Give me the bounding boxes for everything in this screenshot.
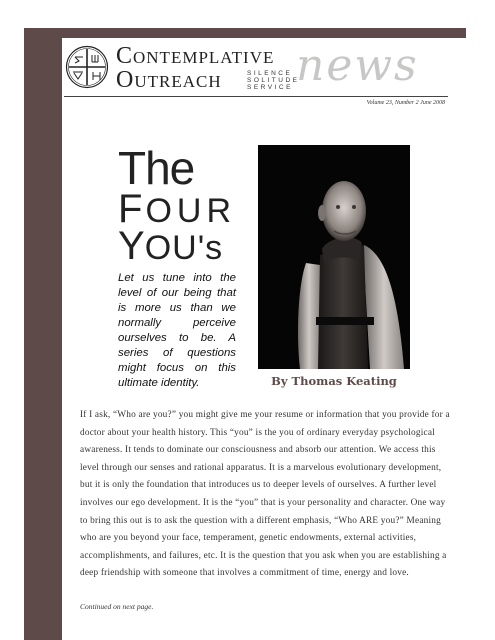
portrait-photo	[258, 145, 410, 369]
tagline-word: SERVICE	[247, 84, 293, 91]
continued-note: Continued on next page.	[80, 602, 154, 611]
page-margin	[0, 0, 24, 640]
title-yous-rest: OU's	[144, 229, 224, 267]
cross-seal-icon	[65, 45, 109, 89]
tagline-word: SILENCE	[247, 70, 293, 77]
frame-side-band	[24, 38, 62, 640]
brand-line2: Outreach	[116, 67, 222, 93]
article-intro: Let us tune into the level of our being that is more us than we normally perceive ourselves to be. A series of questions might focus on this ultimate identity.	[118, 272, 236, 389]
frame-top-band	[24, 28, 466, 38]
brand-line1: Contemplative	[116, 43, 275, 69]
tagline	[247, 70, 300, 91]
author-byline: By Thomas Keating	[271, 374, 397, 388]
title-word-the: The	[118, 142, 195, 194]
masthead-rule	[64, 96, 448, 97]
title-four-rest: OUR	[145, 192, 236, 230]
article-title	[118, 142, 236, 268]
article-body	[80, 407, 452, 583]
news-watermark: news	[296, 40, 419, 91]
body-paragraph: If I ask, “Who are you?” you might give me your resume or information that you provide for a doctor about your health history. This “you” is the you of ordinary everyday psychological awareness. It tends to dominate our consciousness and absorb our attention. We access this level through our senses and rational apparatus. It is a marvelous evolutionary development, but it is only the foundation that introduces us to deeper levels of ourselves. A further level involves our ego development. It is the “you” that is your personality and character. One way to bring this out is to ask the question with a different emphasis, “Who ARE you?” Meaning who are you beyond your face, temperament, genetic endowments, external activities, accomplishments, and failures, etc. It is the question that you ask when you are establishing a deep friendship with someone that involves a commitment of time, energy and love.	[80, 410, 450, 579]
title-yous-cap: Y	[118, 224, 145, 268]
issue-info: Volume 23, Number 2 June 2008	[366, 100, 445, 106]
tagline-word: SOLITUDE	[247, 77, 300, 84]
title-word-yous	[118, 224, 236, 268]
title-four-cap: F	[118, 187, 146, 231]
